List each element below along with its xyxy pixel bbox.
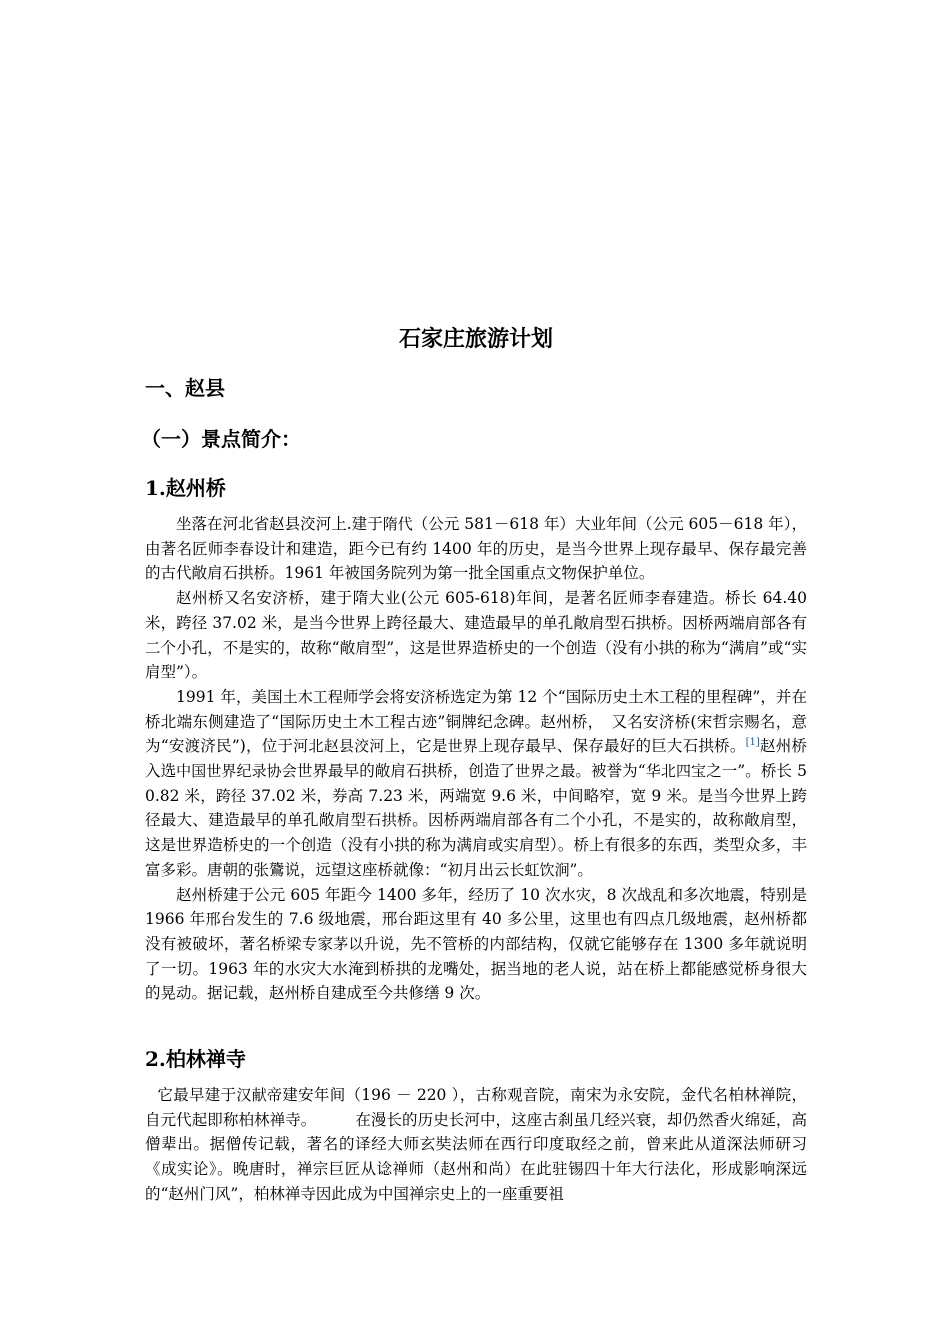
document-title: 石家庄旅游计划 bbox=[398, 326, 553, 352]
keyword-link[interactable]: 河北赵县洨河 bbox=[293, 737, 385, 756]
keyword-link[interactable]: 隋代 bbox=[382, 515, 413, 533]
zhaozhou-bridge-body bbox=[145, 512, 807, 1006]
item-heading-zhaozhou-bridge: 1.赵州桥 bbox=[145, 476, 226, 500]
keyword-link[interactable]: 世界之最 bbox=[515, 762, 576, 781]
keyword-link[interactable]: 跨径 bbox=[215, 786, 247, 805]
keyword-link[interactable]: 石拱桥 bbox=[366, 811, 413, 830]
keyword-link[interactable]: 茅以升 bbox=[333, 934, 380, 953]
keyword-link[interactable]: 土木工程 bbox=[282, 687, 343, 706]
keyword-link[interactable]: 李春 bbox=[223, 539, 255, 558]
subsection-heading-intro: （一）景点简介： bbox=[141, 427, 301, 451]
paragraph-1: 坐落在河北省赵县洨河上.建于隋代（公元 581－618 年）大业年间（公元 605－618 年），由著名匠师李春设计和建造，距今已有约 1400 年的历史，是当今世界上现存最早、保存最完善的古代敞肩石拱桥。1961 年被国务院列为第一批全国重点文物保护单位。 bbox=[145, 515, 807, 583]
keyword-link[interactable]: 邢台 bbox=[205, 910, 237, 929]
keyword-link[interactable]: 长虹饮涧 bbox=[509, 860, 570, 879]
keyword-link[interactable]: 桥梁 bbox=[271, 934, 302, 953]
paragraph-2: 赵州桥又名安济桥，建于隋大业(公元 605-618)年间，是著名匠师李春建造。桥长 64.40 米，跨径 37.02 米，是当今世界上跨径最大、建造最早的单孔敞肩型石拱桥。因桥两端肩部各有二个小孔，不是实的，故称“敞肩型”，这是世界造桥史的一个创造（没有小拱的称为“满肩”或“实肩型”）。 bbox=[145, 589, 807, 682]
item-heading-bailin-temple: 2.柏林禅寺 bbox=[145, 1047, 246, 1071]
keyword-link[interactable]: 安济桥 bbox=[405, 687, 451, 706]
keyword-link[interactable]: 中国世界纪录协会 bbox=[176, 762, 297, 781]
section-heading-zhaoxian: 一、赵县 bbox=[145, 376, 225, 400]
paragraph-3: 1991 年，美国土木工程师学会将安济桥选定为第 12 个“国际历史土木工程的里程碑”，并在桥北端东侧建造了“国际历史土木工程古迹”铜牌纪念碑。赵州桥， 又名安济桥(宋哲宗赐名，意为“安渡济民”)，位于河北赵县洨河上，它是世界上现存最早、保存最好的巨大石拱桥。[1]赵州桥入选中国世界纪录协会世界最早的敞肩石拱桥，创造了世界之最。被誉为“华北四宝之一”。桥长 50.82 米，跨径 37.02 米，券高 7.23 米，两端宽 9.6 米，中间略窄，宽 9 米。是当今世界上跨径最大、建造最早的单孔敞肩型石拱桥。因桥两端肩部各有二个小孔，不是实的，故称敞肩型，这是世界造桥史的一个创造（没有小拱的称为满肩或实肩型）。桥上有很多的东西，类型众多，丰富多彩。唐朝的张鷟说，远望这座桥就像：“初月出云长虹饮涧”。 bbox=[145, 687, 807, 879]
paragraph-5: 它最早建于汉献帝建安年间（196 － 220 ），古称观音院，南宋为永安院，金代名柏林禅院，自元代起即称柏林禅寺。 在漫长的历史长河中，这座古刹虽几经兴衰，却仍然香火绵延，高僧辈出。据僧传记载，著名的译经大师玄奘法师在西行印度取经之前，曾来此从道深法师研习《成实论》。晚唐时，禅宗巨匠从谂禅师（赵州和尚）在此驻锡四十年大行法化，形成影响深远的“赵州门风”，柏林禅寺因此成为中国禅宗史上的一座重要祖 bbox=[145, 1086, 807, 1203]
keyword-link[interactable]: 汉献帝 bbox=[236, 1086, 283, 1104]
bailin-temple-body bbox=[145, 1083, 807, 1207]
keyword-link[interactable]: 战乱 bbox=[637, 885, 668, 904]
keyword-link[interactable]: 华北四宝 bbox=[645, 762, 707, 781]
keyword-link[interactable]: 地震 bbox=[714, 885, 745, 904]
reference-link[interactable]: [1] bbox=[745, 737, 760, 749]
keyword-link[interactable]: 世界 bbox=[447, 737, 479, 756]
paragraph-4: 赵州桥建于公元 605 年距今 1400 多年，经历了 10 次水灾，8 次战乱和多次地震，特别是 1966 年邢台发生的 7.6 级地震，邢台距这里有 40 多公里，这里也有四点几级地震，赵州桥都没有被破坏，著名桥梁专家茅以升说，先不管桥的内部结构，仅就它能够存在 1300 多年就说明了一切。1963 年的水灾大水淹到桥拱的龙嘴处，据当地的老人说，站在桥上都能感觉桥身很大的晃动。据记载，赵州桥自建成至今共修缮 9 次。 bbox=[145, 885, 807, 1003]
keyword-link[interactable]: 水灾 bbox=[560, 885, 591, 904]
